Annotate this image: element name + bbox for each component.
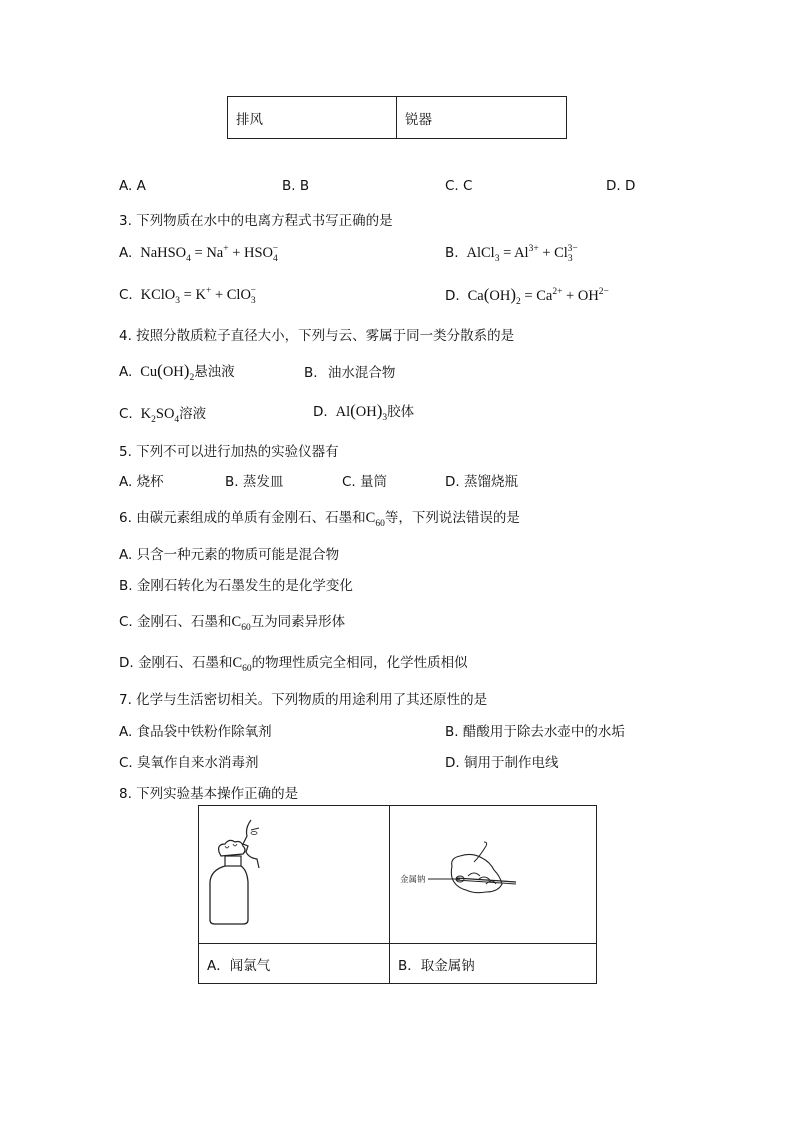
option-text: 溶液 (179, 406, 207, 422)
option-text: D. 金刚石、石墨和 (119, 655, 233, 671)
q5-stem: 5. 下列不可以进行加热的实验仪器有 (119, 444, 339, 460)
equation: $Ca(OH)_2 = Ca^{2+} + OH^{2-}$ (463, 285, 609, 307)
option-text: 悬浊液 (194, 364, 235, 380)
option-text: C. 金刚石、石墨和 (119, 614, 232, 630)
option-label: C. (119, 406, 133, 422)
formula: $Al(OH)_3$ (331, 401, 388, 423)
q7-option-d: D. 铜用于制作电线 (445, 755, 559, 771)
q2-option-b: B. B (282, 178, 310, 194)
q4-stem: 4. 按照分散质粒子直径大小，下列与云、雾属于同一类分散系的是 (119, 328, 515, 344)
q5-option-b: B. 蒸发皿 (225, 474, 284, 490)
q8-image-cell-a (199, 806, 390, 944)
q6-option-c (119, 610, 345, 631)
q6-option-b: B. 金刚石转化为石墨发生的是化学变化 (119, 578, 353, 594)
top-table-cell: 锐器 (397, 97, 567, 139)
option-label: C. (119, 287, 133, 303)
q3-option-d (445, 285, 609, 305)
formula: $C_{60}$ (365, 510, 385, 529)
option-label: D. (313, 404, 328, 420)
q5-option-a: A. 烧杯 (119, 474, 164, 490)
q4-option-c (119, 402, 206, 423)
sodium-label: 金属钠 (400, 875, 426, 885)
q7-stem: 7. 化学与生活密切相关。下列物质的用途利用了其还原性的是 (119, 692, 488, 708)
top-table-cell: 排风 (228, 97, 397, 139)
q8-image-cell-b (390, 806, 597, 944)
q7-option-a: A. 食品袋中铁粉作除氧剂 (119, 724, 272, 740)
q3-option-c (119, 287, 256, 304)
q4-option-b (304, 361, 395, 381)
q2-option-c: C. C (445, 178, 473, 194)
option-text: 互为同素异形体 (250, 614, 346, 630)
q3-option-b (445, 245, 578, 262)
smell-gas-illustration (199, 806, 389, 943)
q4-option-d (313, 400, 414, 421)
q3-option-a (119, 245, 278, 262)
formula: $C_{60}$ (231, 614, 251, 633)
option-label: B. (304, 365, 318, 381)
q2-option-d: D. D (606, 178, 636, 194)
top-table (227, 96, 567, 139)
stem-text: 6. 由碳元素组成的单质有金刚石、石墨和 (119, 510, 366, 526)
equation: AlCl$_3$ = $Al^{3+} + Cl_3^{3-}$ (462, 244, 578, 264)
equation: KClO$_3$ = K+ + ClO$_3$− (137, 286, 257, 306)
option-label: B. (445, 245, 459, 261)
option-text: 胶体 (387, 404, 415, 420)
option-label: A. (119, 364, 133, 380)
option-label: D. (445, 288, 460, 304)
formula: $K_2SO_4$ (137, 406, 180, 425)
q7-option-c: C. 臭氧作自来水消毒剂 (119, 755, 259, 771)
q6-stem (119, 506, 520, 527)
q8-caption-a: A．闻氯气 (199, 944, 390, 984)
q7-option-b: B. 醋酸用于除去水壶中的水垢 (445, 724, 625, 740)
q8-table (198, 805, 597, 984)
q5-option-c: C. 量筒 (342, 474, 388, 490)
equation: NaHSO$_4$ = $Na^+ + HSO_4^-$ (136, 244, 279, 264)
formula: $Cu(OH)_2$ (136, 361, 195, 383)
take-sodium-illustration (390, 806, 596, 943)
q2-option-a: A. A (119, 178, 146, 194)
q5-option-d: D. 蒸馏烧瓶 (445, 474, 518, 490)
formula: $C_{60}$ (232, 655, 252, 674)
option-label: A. (119, 245, 133, 261)
q8-caption-b: B．取金属钠 (390, 944, 597, 984)
q4-option-a (119, 360, 235, 381)
q8-stem: 8. 下列实验基本操作正确的是 (119, 786, 299, 802)
option-text: 油水混合物 (327, 365, 396, 381)
stem-text: 等，下列说法错误的是 (384, 510, 520, 526)
q3-stem: 3. 下列物质在水中的电离方程式书写正确的是 (119, 213, 393, 229)
q6-option-a: A. 只含一种元素的物质可能是混合物 (119, 547, 340, 563)
q6-option-d (119, 651, 468, 672)
option-text: 的物理性质完全相同，化学性质相似 (251, 655, 468, 671)
